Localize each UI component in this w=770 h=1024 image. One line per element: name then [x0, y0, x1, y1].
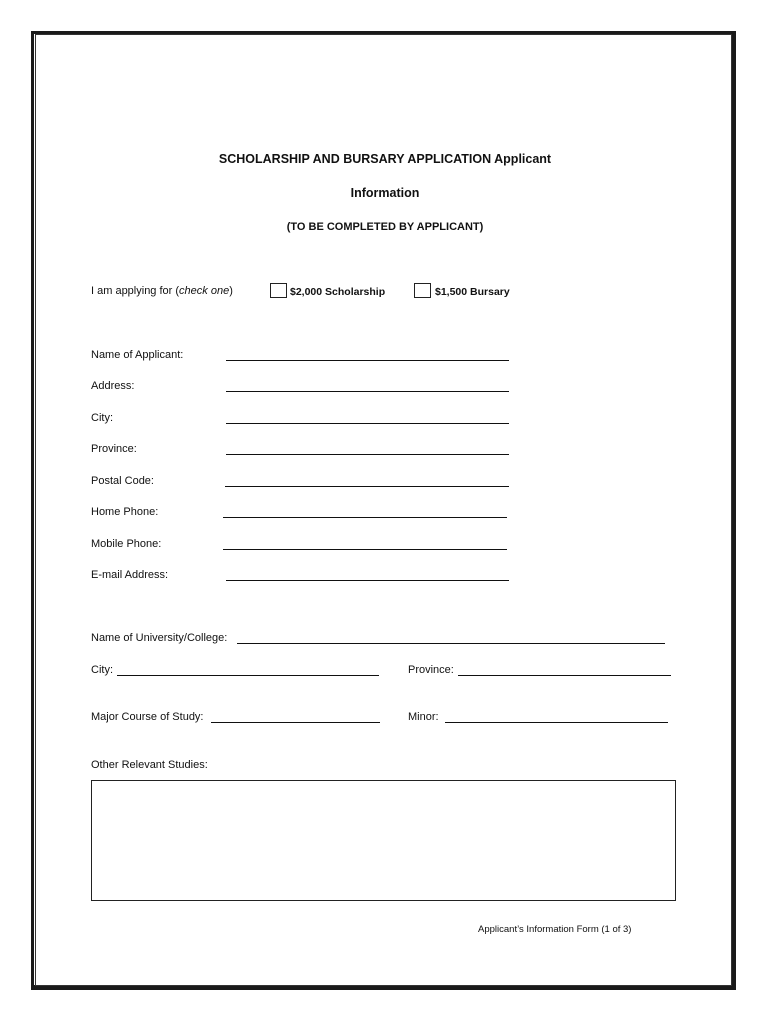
bursary-option-label: $1,500 Bursary — [435, 286, 510, 298]
home-phone-label: Home Phone: — [91, 506, 159, 518]
province-field[interactable] — [226, 454, 509, 455]
postal-code-label: Postal Code: — [91, 475, 154, 487]
major-label: Major Course of Study: — [91, 711, 204, 723]
form-subtitle: (TO BE COMPLETED BY APPLICANT) — [286, 221, 484, 233]
scholarship-checkbox[interactable] — [270, 283, 287, 298]
form-title-line1: SCHOLARSHIP AND BURSARY APPLICATION Applicant — [218, 152, 552, 166]
minor-field[interactable] — [445, 722, 668, 723]
address-label: Address: — [91, 380, 135, 392]
applying-prefix: I am applying for ( — [91, 285, 180, 297]
bursary-checkbox[interactable] — [414, 283, 431, 298]
other-studies-textbox[interactable] — [91, 780, 676, 901]
province-label: Province: — [91, 443, 137, 455]
name-field[interactable] — [226, 360, 509, 361]
other-studies-label: Other Relevant Studies: — [91, 759, 208, 771]
university-field[interactable] — [237, 643, 665, 644]
scholarship-option-label: $2,000 Scholarship — [290, 286, 386, 298]
email-label: E-mail Address: — [91, 569, 169, 581]
university-label: Name of University/College: — [91, 632, 228, 644]
email-field[interactable] — [226, 580, 509, 581]
home-phone-field[interactable] — [223, 517, 507, 518]
form-footer: Applicant’s Information Form (1 of 3) — [478, 924, 632, 935]
mobile-phone-field[interactable] — [223, 549, 507, 550]
university-province-label: Province: — [408, 664, 454, 676]
university-province-field[interactable] — [458, 675, 671, 676]
minor-label: Minor: — [408, 711, 439, 723]
name-label: Name of Applicant: — [91, 349, 184, 361]
major-field[interactable] — [211, 722, 380, 723]
address-field[interactable] — [226, 391, 509, 392]
applying-suffix: ) — [229, 285, 233, 297]
applying-italic: check one — [179, 285, 230, 297]
postal-code-field[interactable] — [225, 486, 509, 487]
city-label: City: — [91, 412, 113, 424]
applying-for-label — [91, 285, 233, 297]
university-city-label: City: — [91, 664, 113, 676]
university-city-field[interactable] — [117, 675, 379, 676]
form-title-line2: Information — [350, 186, 420, 200]
mobile-phone-label: Mobile Phone: — [91, 538, 162, 550]
city-field[interactable] — [226, 423, 509, 424]
